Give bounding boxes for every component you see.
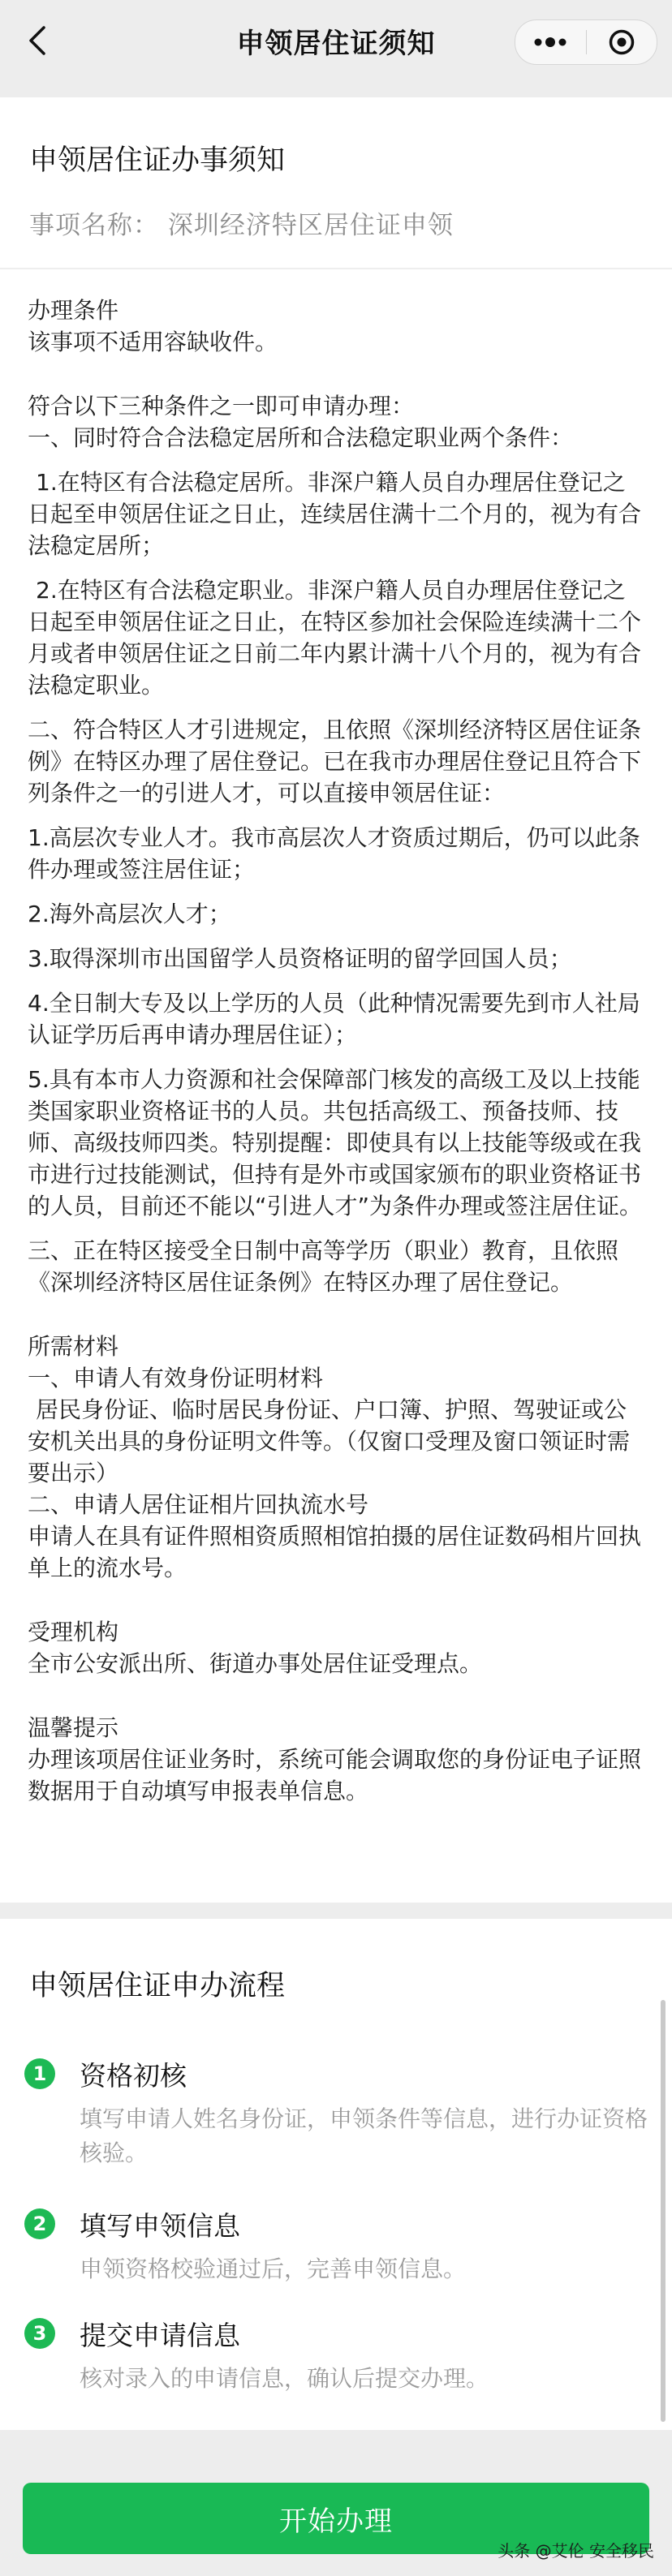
condition-1-2: 2.在特区有合法稳定职业。非深户籍人员自办理居住登记之日起至申领居住证之日止，在特区参加社会保险连续满十二个月或者申领居住证之日前二年内累计满十八个月的，视为有合法稳定职业。: [28, 577, 642, 699]
step-title: 资格初核: [80, 2060, 187, 2092]
condition-2: 二、符合特区人才引进规定，且依照《深圳经济特区居住证条例》在特区办理了居住登记。已在我市办理居住登记且符合下列条件之一的引进人才，可以直接申领居住证：: [28, 716, 642, 806]
condition-2-3: 3.取得深圳市出国留学人员资格证明的留学回国人员；: [28, 945, 572, 972]
start-button[interactable]: 开始办理: [23, 2483, 649, 2554]
notice-card: [0, 97, 672, 1903]
agency-heading: 受理机构: [28, 1619, 119, 1645]
tip-heading: 温馨提示: [28, 1714, 119, 1741]
tip-desc: 办理该项居住证业务时，系统可能会调取您的身份证电子证照数据用于自动填写申报表单信息。: [28, 1746, 642, 1804]
notice-content: [28, 295, 644, 1807]
material-2: 二、申请人居住证相片回执流水号: [28, 1491, 369, 1518]
scrollbar[interactable]: [661, 2000, 666, 2422]
watermark: [498, 2538, 654, 2561]
step-desc: 填写申请人姓名身份证，申领条件等信息，进行办证资格核验。: [80, 2105, 648, 2166]
step-title: 提交申请信息: [80, 2320, 240, 2351]
step-desc: 核对录入的申请信息，确认后提交办理。: [80, 2365, 489, 2392]
close-button[interactable]: [587, 20, 657, 64]
condition-3: 三、正在特区接受全日制中高等学历（职业）教育，且依照《深圳经济特区居住证条例》在特区办理了居住登记。: [28, 1237, 619, 1296]
flow-card: [0, 1919, 672, 2430]
condition-1: 一、同时符合合法稳定居所和合法稳定职业两个条件：: [28, 424, 574, 451]
no-tolerance-text: 该事项不适用容缺收件。: [28, 329, 278, 355]
back-icon[interactable]: [23, 24, 55, 57]
condition-2-4: 4.全日制大专及以上学历的人员（此种情况需要先到市人社局认证学历后再申请办理居住证）；: [28, 990, 640, 1048]
flow-title: 申领居住证申办流程: [29, 1970, 286, 2002]
step-number-badge: 3: [24, 2318, 55, 2349]
agency-desc: 全市公安派出所、街道办事处居住证受理点。: [28, 1650, 483, 1677]
condition-2-5: 5.具有本市人力资源和社会保障部门核发的高级工及以上技能类国家职业资格证书的人员。共包括高级工、预备技师、技师、高级技师四类。特别提醒：即使具有以上技能等级或在我市进行过技能测试，但持有是外市或国家颁布的职业资格证书的人员，目前还不能以“引进人才”为条件办理或签注居住证。: [28, 1066, 643, 1219]
more-button[interactable]: [515, 20, 586, 64]
page-title: 申领居住证须知: [236, 27, 436, 60]
notice-title: 申领居住证办事须知: [29, 144, 286, 177]
condition-2-1: 1.高层次专业人才。我市高层次人才资质过期后，仍可以此条件办理或签注居住证；: [28, 824, 640, 883]
step-number-badge: 2: [24, 2208, 55, 2239]
divider: [0, 268, 672, 269]
step-desc: 申领资格校验通过后，完善申领信息。: [80, 2256, 467, 2282]
condition-1-1: 1.在特区有合法稳定居所。非深户籍人员自办理居住登记之日起至申领居住证之日止，连续居住满十二个月的，视为有合法稳定居所；: [28, 469, 642, 559]
item-name: 事项名称： 深圳经济特区居住证申领: [29, 211, 454, 240]
watermark-author: @艾伦: [535, 2541, 584, 2561]
material-1: 一、申请人有效身份证明材料: [28, 1365, 324, 1391]
materials-heading: 所需材料: [28, 1333, 119, 1360]
nav-bar: [0, 0, 672, 81]
step-title: 填写申领信息: [80, 2210, 240, 2242]
material-1-desc: 居民身份证、临时居民身份证、户口簿、护照、驾驶证或公安机关出具的身份证明文件等。（仅窗口受理及窗口领证时需要出示）: [28, 1396, 631, 1486]
condition-2-2: 2.海外高层次人才；: [28, 901, 231, 927]
material-2-desc: 申请人在具有证件照相资质照相馆拍摄的居住证数码相片回执单上的流水号。: [28, 1523, 642, 1581]
watermark-logo: 安全移民: [589, 2541, 654, 2561]
conditions-heading: 办理条件: [28, 297, 119, 324]
mini-program-capsule: [515, 19, 657, 65]
more-icon: [532, 37, 569, 48]
step-number-badge: 1: [24, 2058, 55, 2089]
close-target-icon: [608, 28, 635, 56]
three-conditions-text: 符合以下三种条件之一即可申请办理：: [28, 393, 415, 419]
watermark-prefix: 头条: [498, 2541, 531, 2561]
